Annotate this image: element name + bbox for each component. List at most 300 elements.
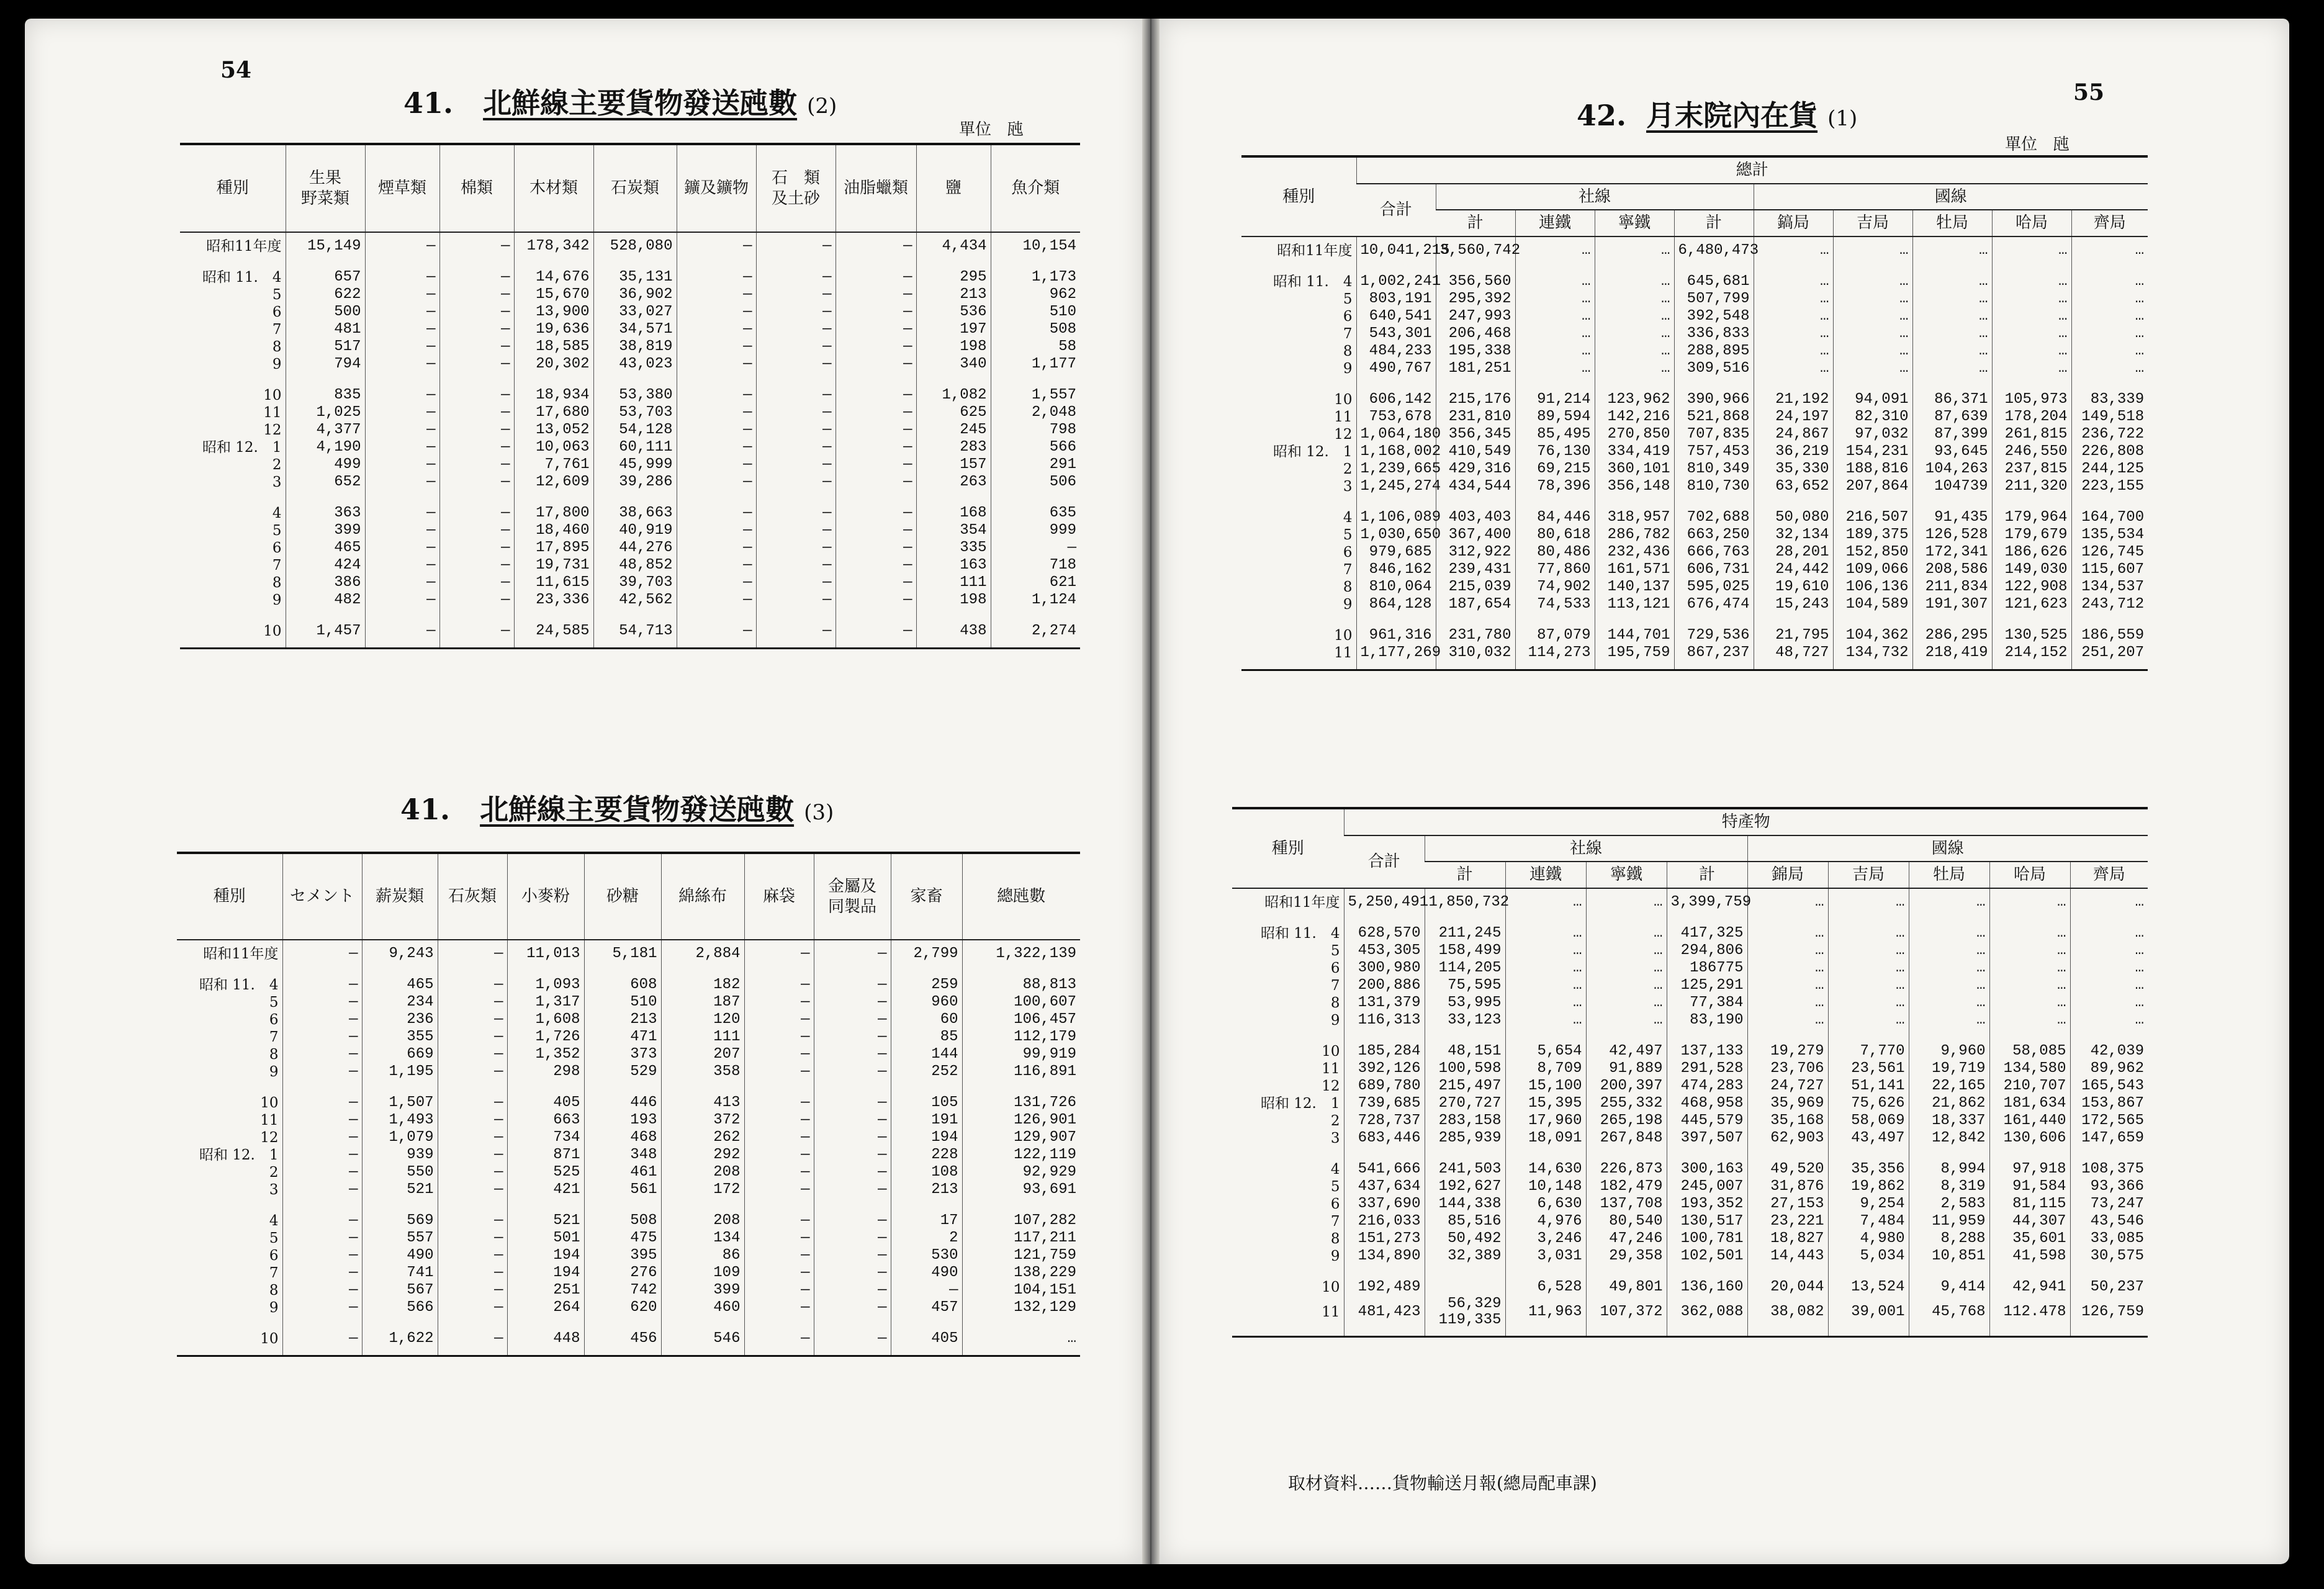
table-cell: … xyxy=(1989,1012,2070,1029)
table-cell: … xyxy=(1912,360,1992,377)
table-row xyxy=(1241,478,2148,495)
table-cell: … xyxy=(1912,236,1992,259)
table-cell: 557 xyxy=(362,1230,438,1247)
table-cell: 105 xyxy=(891,1094,962,1112)
table-cell: 41,598 xyxy=(1989,1248,2070,1265)
table-cell: 126,759 xyxy=(2070,1296,2148,1337)
table-cell: … xyxy=(1515,360,1595,377)
table-cell: … xyxy=(1747,977,1828,994)
table-cell: … xyxy=(1586,994,1667,1012)
table-row xyxy=(1241,627,2148,644)
table-cell: 461 xyxy=(584,1164,661,1181)
table-cell: 158,499 xyxy=(1425,942,1505,960)
table-cell: 42,497 xyxy=(1586,1043,1667,1060)
table-cell: 263 xyxy=(916,474,991,491)
table-cell: 499 xyxy=(286,456,365,474)
table-cell: — xyxy=(677,439,756,456)
table-cell: 50,492 xyxy=(1425,1230,1505,1248)
table-row xyxy=(180,338,1080,356)
table-cell: — xyxy=(282,1230,362,1247)
table-cell: 213 xyxy=(584,1011,661,1029)
table-cell: 265,198 xyxy=(1586,1112,1667,1130)
table-cell: 11,959 xyxy=(1909,1213,1989,1230)
table-cell: — xyxy=(991,539,1080,557)
col-header: 吉局 xyxy=(1833,210,1912,236)
table-cell: — xyxy=(282,1282,362,1299)
row-label: 5 xyxy=(272,287,282,303)
table-cell: 298 xyxy=(507,1063,584,1081)
table-cell: 460 xyxy=(661,1299,744,1317)
table-cell: — xyxy=(282,1330,362,1356)
table-cell: 144 xyxy=(891,1046,962,1063)
table-cell: … xyxy=(1505,888,1586,911)
table-cell: 608 xyxy=(584,976,661,994)
col-header-sum: 合計 xyxy=(1344,835,1425,888)
table-cell: — xyxy=(365,439,439,456)
table-cell: 39,703 xyxy=(593,574,677,592)
row-label: 9 xyxy=(272,592,282,608)
table-cell: 81,115 xyxy=(1989,1195,2070,1213)
table-cell: 465 xyxy=(362,976,438,994)
table-cell: 134,537 xyxy=(2071,578,2148,596)
table-cell: 33,085 xyxy=(2070,1230,2148,1248)
row-label: 5 xyxy=(1343,526,1353,543)
table-cell: 13,052 xyxy=(514,421,593,439)
table-cell: 215,039 xyxy=(1436,578,1515,596)
group-header-total: 總計 xyxy=(1356,156,2148,184)
table-cell: — xyxy=(677,387,756,404)
table-cell: 144,701 xyxy=(1595,627,1674,644)
table-cell: 22,165 xyxy=(1909,1078,1989,1095)
table-cell: — xyxy=(756,539,835,557)
table-cell: 29,358 xyxy=(1586,1248,1667,1265)
table-cell: 108,375 xyxy=(2070,1161,2148,1178)
table-cell: 669 xyxy=(362,1046,438,1063)
table-cell: — xyxy=(438,1112,507,1129)
table-cell xyxy=(1828,1265,1909,1279)
table-cell: 91,214 xyxy=(1515,391,1595,408)
table-cell: 270,850 xyxy=(1595,426,1674,443)
table-cell: … xyxy=(1515,343,1595,360)
table-cell: 244,125 xyxy=(2071,461,2148,478)
table-cell: 19,862 xyxy=(1828,1178,1909,1195)
table-cell: 255,332 xyxy=(1586,1095,1667,1112)
table-cell: — xyxy=(282,1164,362,1181)
col-header: 魚介類 xyxy=(991,144,1080,232)
table-row xyxy=(180,269,1080,286)
table-row xyxy=(1241,290,2148,308)
table-cell: — xyxy=(835,592,916,609)
table-cell: 2,583 xyxy=(1909,1195,1989,1213)
row-label: 6 xyxy=(1330,960,1340,976)
table-cell xyxy=(2070,1265,2148,1279)
table-cell xyxy=(1674,613,1754,627)
table-cell xyxy=(1344,1147,1425,1161)
table-cell xyxy=(1436,613,1515,627)
table-cell: 109 xyxy=(661,1264,744,1282)
table-cell xyxy=(677,491,756,505)
table-row xyxy=(1232,1178,2148,1195)
table-cell: 13,524 xyxy=(1828,1279,1909,1296)
table-cell: … xyxy=(1992,236,2071,259)
table-cell: 91,435 xyxy=(1912,509,1992,526)
table-cell: … xyxy=(1833,343,1912,360)
table-cell: 457 xyxy=(891,1299,962,1317)
table-cell: 1,322,139 xyxy=(962,940,1080,963)
table-cell: 510 xyxy=(584,994,661,1011)
table-cell: 1,507 xyxy=(362,1094,438,1112)
table-row xyxy=(177,1230,1080,1247)
table-cell xyxy=(835,373,916,387)
row-label: 昭和11年度 xyxy=(1264,894,1340,911)
row-label: 10 xyxy=(180,623,286,649)
row-label: 7 xyxy=(272,322,282,338)
table-cell: 482 xyxy=(286,592,365,609)
table-cell: 19,279 xyxy=(1747,1043,1828,1060)
table-cell: 508 xyxy=(991,321,1080,338)
table-cell: 154,231 xyxy=(1833,443,1912,461)
table-cell xyxy=(365,491,439,505)
table-cell: 106,457 xyxy=(962,1011,1080,1029)
table-cell: 9,243 xyxy=(362,940,438,963)
table-cell: — xyxy=(439,286,514,304)
table-cell xyxy=(1912,377,1992,391)
table-cell: 360,101 xyxy=(1595,461,1674,478)
table-cell xyxy=(282,1199,362,1212)
table-row xyxy=(1241,443,2148,461)
table-cell: 367,400 xyxy=(1436,526,1515,544)
table-cell: — xyxy=(439,269,514,286)
table-cell: 100,781 xyxy=(1667,1230,1747,1248)
row-spacer xyxy=(1241,259,2148,273)
table-cell: … xyxy=(1828,1012,1909,1029)
table-cell xyxy=(1828,1147,1909,1161)
table-cell xyxy=(362,1199,438,1212)
table-cell: 49,520 xyxy=(1747,1161,1828,1178)
table-cell: 635 xyxy=(991,505,1080,522)
table-cell: … xyxy=(1989,888,2070,911)
table-cell: … xyxy=(1909,994,1989,1012)
table-cell: … xyxy=(1828,960,1909,977)
col-header: 錦局 xyxy=(1747,862,1828,888)
row-label: 9 xyxy=(1330,1012,1340,1029)
table-cell: — xyxy=(756,404,835,421)
table-cell: — xyxy=(438,1181,507,1199)
table-cell: 252 xyxy=(891,1063,962,1081)
table-cell: 187,654 xyxy=(1436,596,1515,613)
table-cell xyxy=(593,373,677,387)
table-cell: 129,907 xyxy=(962,1129,1080,1146)
table-cell: 6,480,473 xyxy=(1674,236,1754,259)
table-cell: 105,973 xyxy=(1992,391,2071,408)
table-cell: — xyxy=(439,456,514,474)
table-cell: — xyxy=(365,269,439,286)
table-row xyxy=(1241,391,2148,408)
table-cell: 445,579 xyxy=(1667,1112,1747,1130)
table-cell: 399 xyxy=(661,1282,744,1299)
table-cell xyxy=(507,1081,584,1094)
table-cell: 153,867 xyxy=(2070,1095,2148,1112)
row-label: 9 xyxy=(269,1300,279,1316)
table-cell: 18,337 xyxy=(1909,1112,1989,1130)
table-cell xyxy=(744,1317,814,1330)
table-cell: 17,895 xyxy=(514,539,593,557)
table-cell: 4,434 xyxy=(916,232,991,255)
table-number: 41. xyxy=(400,793,451,826)
table-cell: 107,282 xyxy=(962,1212,1080,1230)
table-cell: 104,263 xyxy=(1912,461,1992,478)
table-cell: 63,652 xyxy=(1754,478,1833,495)
table-cell: 390,966 xyxy=(1674,391,1754,408)
table-cell: 5,654 xyxy=(1505,1043,1586,1060)
table-cell: — xyxy=(744,1146,814,1164)
table-row xyxy=(177,1146,1080,1164)
table-cell: 38,819 xyxy=(593,338,677,356)
table-cell: … xyxy=(1992,325,2071,343)
table-number: 41. xyxy=(403,86,454,120)
table-cell: 295 xyxy=(916,269,991,286)
row-spacer xyxy=(1241,495,2148,509)
table-cell xyxy=(756,373,835,387)
table-cell: 97,918 xyxy=(1989,1161,2070,1178)
table-cell: 215,497 xyxy=(1425,1078,1505,1095)
table-cell: … xyxy=(962,1330,1080,1356)
table-cell: — xyxy=(756,505,835,522)
table-cell: 193 xyxy=(584,1112,661,1129)
row-label: 5 xyxy=(1330,1178,1340,1195)
table-cell: 185,284 xyxy=(1344,1043,1425,1060)
table-cell: 93,645 xyxy=(1912,443,1992,461)
table-cell: … xyxy=(1505,994,1586,1012)
table-cell: — xyxy=(814,1264,891,1282)
table-cell xyxy=(438,1199,507,1212)
table-cell: — xyxy=(439,439,514,456)
table-cell xyxy=(2071,259,2148,273)
table-cell: 28,201 xyxy=(1754,544,1833,561)
table-cell: — xyxy=(439,356,514,373)
table-cell: — xyxy=(744,1029,814,1046)
table-cell: — xyxy=(835,574,916,592)
table-cell: 465 xyxy=(286,539,365,557)
table-cell: … xyxy=(1992,360,2071,377)
table-cell xyxy=(1989,1265,2070,1279)
table-cell: 83,339 xyxy=(2071,391,2148,408)
table-cell: 51,141 xyxy=(1828,1078,1909,1095)
table-cell: 147,659 xyxy=(2070,1130,2148,1147)
table-cell: 135,534 xyxy=(2071,526,2148,544)
table-cell: 97,032 xyxy=(1833,426,1912,443)
table-cell: 5,250,491 xyxy=(1344,888,1425,911)
row-label: 6 xyxy=(1343,308,1353,325)
table-cell: 358 xyxy=(661,1063,744,1081)
table-row xyxy=(1232,1161,2148,1178)
table-row xyxy=(180,232,1080,255)
table-cell: 53,703 xyxy=(593,404,677,421)
row-spacer xyxy=(1232,1147,2148,1161)
table-cell: 111 xyxy=(916,574,991,592)
table-cell: … xyxy=(1754,360,1833,377)
table-cell: 606,731 xyxy=(1674,561,1754,578)
table-cell: — xyxy=(439,421,514,439)
table-cell: 490,767 xyxy=(1356,360,1436,377)
table-cell: 23,221 xyxy=(1747,1213,1828,1230)
table-cell: — xyxy=(282,1011,362,1029)
row-label: 9 xyxy=(1343,596,1353,613)
table-cell: — xyxy=(744,1264,814,1282)
table-cell: — xyxy=(438,1094,507,1112)
table-cell xyxy=(835,491,916,505)
table-cell xyxy=(1747,1029,1828,1043)
table-cell: — xyxy=(677,505,756,522)
book-gutter xyxy=(1142,19,1160,1564)
table-row xyxy=(1232,977,2148,994)
table-cell: 216,507 xyxy=(1833,509,1912,526)
table-cell: 506 xyxy=(991,474,1080,491)
table-cell: 1,608 xyxy=(507,1011,584,1029)
table-cell: 8,319 xyxy=(1909,1178,1989,1195)
row-label: 5 xyxy=(1330,942,1340,959)
row-label: 10 xyxy=(263,387,282,403)
table-cell: 157 xyxy=(916,456,991,474)
table-cell: 75,595 xyxy=(1425,977,1505,994)
table-cell: 245 xyxy=(916,421,991,439)
table-number: 42. xyxy=(1577,99,1627,132)
table-cell: 468,958 xyxy=(1667,1095,1747,1112)
table-row xyxy=(177,1181,1080,1199)
table-cell: 405 xyxy=(891,1330,962,1356)
row-label xyxy=(1241,377,1356,391)
table-cell: — xyxy=(835,304,916,321)
table-cell: 122,119 xyxy=(962,1146,1080,1164)
row-label: 3 xyxy=(1330,1130,1340,1146)
table-cell xyxy=(438,1081,507,1094)
table-cell: 104,362 xyxy=(1833,627,1912,644)
table-cell: 6,630 xyxy=(1505,1195,1586,1213)
row-label: 7 xyxy=(1343,325,1353,342)
table-cell xyxy=(814,1081,891,1094)
table-row xyxy=(180,321,1080,338)
table-cell xyxy=(814,1199,891,1212)
table-cell: 48,727 xyxy=(1754,644,1833,670)
table-cell xyxy=(584,1199,661,1212)
table-cell: 620 xyxy=(584,1299,661,1317)
table-cell: 200,397 xyxy=(1586,1078,1667,1095)
table-cell: 262 xyxy=(661,1129,744,1146)
table-cell: — xyxy=(365,522,439,539)
table-cell xyxy=(962,1199,1080,1212)
row-spacer xyxy=(177,1199,1080,1212)
table-cell: 566 xyxy=(362,1299,438,1317)
table-cell: 182,479 xyxy=(1586,1178,1667,1195)
table-cell: 337,690 xyxy=(1344,1195,1425,1213)
table-cell: … xyxy=(1992,308,2071,325)
col-header: 計 xyxy=(1667,862,1747,888)
table-cell xyxy=(1667,1029,1747,1043)
table-cell: 114,273 xyxy=(1515,644,1595,670)
table-cell: 628,570 xyxy=(1344,925,1425,942)
col-header: 牡局 xyxy=(1909,862,1989,888)
table-cell: 864,128 xyxy=(1356,596,1436,613)
row-label: 2 xyxy=(1343,461,1353,477)
row-label: 昭和 11. 4 xyxy=(1260,925,1340,942)
table-cell xyxy=(593,255,677,269)
table-cell xyxy=(1595,259,1674,273)
table-cell: 194 xyxy=(891,1129,962,1146)
table-cell: 14,630 xyxy=(1505,1161,1586,1178)
table-part: (3) xyxy=(804,800,834,825)
table-cell: — xyxy=(744,1094,814,1112)
table-cell: … xyxy=(1909,960,1989,977)
table-cell: — xyxy=(744,1129,814,1146)
row-label: 昭和11年度 xyxy=(203,946,279,962)
table-cell: 2,274 xyxy=(991,623,1080,649)
table-cell xyxy=(661,1199,744,1212)
table-cell: 192,489 xyxy=(1344,1279,1425,1296)
table-cell: — xyxy=(744,1164,814,1181)
row-label: 2 xyxy=(272,457,282,473)
table-cell: 60,111 xyxy=(593,439,677,456)
table-cell: 285,939 xyxy=(1425,1130,1505,1147)
table-cell: 191 xyxy=(891,1112,962,1129)
row-label: 6 xyxy=(272,304,282,320)
table-row xyxy=(1241,596,2148,613)
table-cell: 44,307 xyxy=(1989,1213,2070,1230)
table-cell: 191,307 xyxy=(1912,596,1992,613)
table-cell: 149,030 xyxy=(1992,561,2071,578)
table-cell: 13,900 xyxy=(514,304,593,321)
row-label: 11 xyxy=(263,405,282,421)
table-cell: 794 xyxy=(286,356,365,373)
row-label: 6 xyxy=(1343,544,1353,560)
table-cell: 15,670 xyxy=(514,286,593,304)
table-cell: 113,121 xyxy=(1595,596,1674,613)
table-cell: 9,254 xyxy=(1828,1195,1909,1213)
table-cell: 218,419 xyxy=(1912,644,1992,670)
table-row xyxy=(1232,1112,2148,1130)
table-cell xyxy=(1754,259,1833,273)
table-cell: … xyxy=(2071,273,2148,290)
table-cell: 335 xyxy=(916,539,991,557)
table-cell: 8,288 xyxy=(1909,1230,1989,1248)
table-cell: 625 xyxy=(916,404,991,421)
table-cell: 130,517 xyxy=(1667,1213,1747,1230)
table-cell: 446 xyxy=(584,1094,661,1112)
table-cell: 15,395 xyxy=(1505,1095,1586,1112)
table-row xyxy=(180,474,1080,491)
table-cell: … xyxy=(1595,308,1674,325)
table-cell: — xyxy=(835,387,916,404)
table-row xyxy=(177,1299,1080,1317)
table-cell: 1,177,269 xyxy=(1356,644,1436,670)
table-cell: — xyxy=(677,456,756,474)
row-label: 4 xyxy=(272,505,282,521)
row-label: 4 xyxy=(269,1213,279,1229)
row-label: 12 xyxy=(263,422,282,438)
table-cell: — xyxy=(439,474,514,491)
table-cell: 567 xyxy=(362,1282,438,1299)
table-row xyxy=(177,976,1080,994)
table-cell: 178,204 xyxy=(1992,408,2071,426)
table-cell: 172,341 xyxy=(1912,544,1992,561)
table-row xyxy=(180,574,1080,592)
table-cell xyxy=(362,963,438,976)
table-cell: 226,808 xyxy=(2071,443,2148,461)
table-cell: 8,994 xyxy=(1909,1161,1989,1178)
table-cell: 236,722 xyxy=(2071,426,2148,443)
table-cell: 521 xyxy=(507,1212,584,1230)
table-cell: 216,033 xyxy=(1344,1213,1425,1230)
group-header-company-lines: 社線 xyxy=(1436,184,1754,210)
